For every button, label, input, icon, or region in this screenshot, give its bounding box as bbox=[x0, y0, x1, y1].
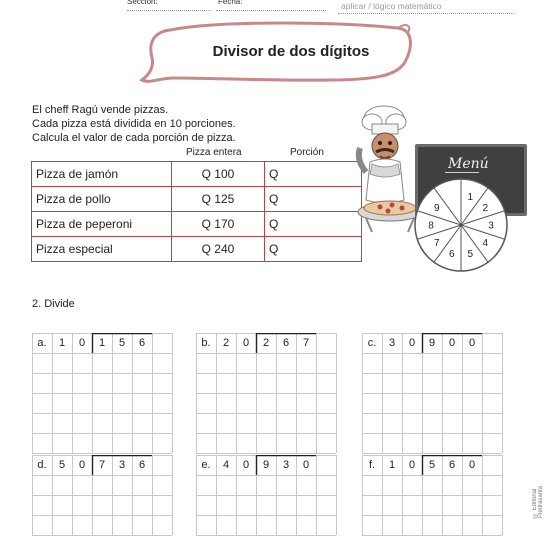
publisher-credit: © Editorial Piedrasanta bbox=[532, 485, 544, 518]
division-grid[interactable] bbox=[362, 333, 502, 453]
slice-number: 7 bbox=[433, 238, 440, 250]
seccion-label: Sección: bbox=[127, 0, 158, 6]
skill-label: aplicar / lógico matemático bbox=[341, 1, 442, 11]
divisor-digit: 4 bbox=[222, 459, 230, 471]
division-grid[interactable] bbox=[32, 455, 172, 535]
pizza-name: Pizza de jamón bbox=[32, 162, 172, 187]
problem-label: a. bbox=[37, 337, 47, 349]
portion-answer[interactable]: Q bbox=[265, 162, 362, 187]
pizza-name: Pizza de pollo bbox=[32, 187, 172, 212]
problem-label: f. bbox=[368, 459, 376, 471]
problem-line-2: Cada pizza está dividida en 10 porciones. bbox=[32, 118, 236, 130]
dividend-digit: 0 bbox=[448, 337, 456, 349]
dividend-digit: 9 bbox=[428, 337, 436, 349]
menu-board-title: Menú bbox=[448, 156, 489, 172]
slice-number: 5 bbox=[467, 249, 474, 261]
slice-number: 1 bbox=[467, 191, 474, 203]
problem-label: b. bbox=[201, 337, 211, 349]
dividend-digit: 0 bbox=[468, 337, 476, 349]
divisor-digit: 5 bbox=[58, 459, 66, 471]
menu-board-underline bbox=[445, 172, 479, 173]
pizza-name: Pizza especial bbox=[32, 237, 172, 262]
problem-label: c. bbox=[367, 337, 377, 349]
problem-line-1: El cheff Ragú vende pizzas. bbox=[32, 104, 169, 116]
dividend-digit: 3 bbox=[118, 459, 126, 471]
slice-number: 6 bbox=[448, 249, 455, 261]
dividend-digit: 6 bbox=[282, 337, 290, 349]
division-grid[interactable] bbox=[32, 333, 172, 453]
divisor-digit: 0 bbox=[78, 337, 86, 349]
pizza-table bbox=[31, 161, 362, 262]
pizza-price: Q 100 bbox=[172, 162, 265, 187]
table-row bbox=[32, 212, 362, 237]
dividend-digit: 6 bbox=[448, 459, 456, 471]
pizza-price: Q 125 bbox=[172, 187, 265, 212]
dividend-digit: 1 bbox=[98, 337, 106, 349]
divisor-digit: 1 bbox=[58, 337, 66, 349]
dividend-digit: 0 bbox=[302, 459, 310, 471]
fecha-label: Fecha: bbox=[218, 0, 243, 6]
pizza-name: Pizza de peperoni bbox=[32, 212, 172, 237]
pizza-price: Q 240 bbox=[172, 237, 265, 262]
table-row bbox=[32, 162, 362, 187]
column-header-portion: Porción bbox=[290, 147, 324, 158]
division-grid[interactable] bbox=[362, 455, 502, 535]
header-line-fecha bbox=[216, 10, 326, 11]
dividend-digit: 6 bbox=[138, 459, 146, 471]
dividend-digit: 3 bbox=[282, 459, 290, 471]
division-grid[interactable] bbox=[196, 333, 336, 453]
section-2-title: 2. Divide bbox=[32, 298, 75, 310]
slice-number: 2 bbox=[482, 202, 489, 214]
dividend-digit: 9 bbox=[262, 459, 270, 471]
divisor-digit: 0 bbox=[242, 459, 250, 471]
slice-number: 8 bbox=[428, 220, 434, 232]
divisor-digit: 0 bbox=[242, 337, 250, 349]
problem-label: e. bbox=[201, 459, 211, 471]
slice-number: 4 bbox=[482, 238, 489, 250]
divisor-digit: 2 bbox=[222, 337, 230, 349]
portion-answer[interactable]: Q bbox=[265, 212, 362, 237]
portion-answer[interactable]: Q bbox=[265, 237, 362, 262]
dividend-digit: 2 bbox=[262, 337, 270, 349]
divisor-digit: 0 bbox=[78, 459, 86, 471]
slice-number: 3 bbox=[488, 220, 494, 232]
portion-answer[interactable]: Q bbox=[265, 187, 362, 212]
problem-line-3: Calcula el valor de cada porción de pizza. bbox=[32, 132, 236, 144]
dividend-digit: 5 bbox=[118, 337, 126, 349]
pizza-price: Q 170 bbox=[172, 212, 265, 237]
dividend-digit: 7 bbox=[98, 459, 106, 471]
slice-number: 9 bbox=[433, 202, 440, 214]
page-title: Divisor de dos dígitos bbox=[212, 43, 370, 60]
dividend-digit: 0 bbox=[468, 459, 476, 471]
dividend-digit: 5 bbox=[428, 459, 436, 471]
table-row bbox=[32, 187, 362, 212]
dividend-digit: 7 bbox=[302, 337, 310, 349]
problem-label: d. bbox=[37, 459, 47, 471]
header-line-seccion bbox=[127, 10, 211, 11]
division-grid[interactable] bbox=[196, 455, 336, 535]
dividend-digit: 6 bbox=[138, 337, 146, 349]
divisor-digit: 0 bbox=[408, 459, 416, 471]
divisor-digit: 0 bbox=[408, 337, 416, 349]
header-line-skill bbox=[338, 13, 514, 14]
divisor-digit: 3 bbox=[388, 337, 396, 349]
table-row bbox=[32, 237, 362, 262]
pizza-wheel bbox=[412, 176, 510, 274]
column-header-whole: Pizza entera bbox=[186, 147, 242, 158]
divisor-digit: 1 bbox=[388, 459, 396, 471]
